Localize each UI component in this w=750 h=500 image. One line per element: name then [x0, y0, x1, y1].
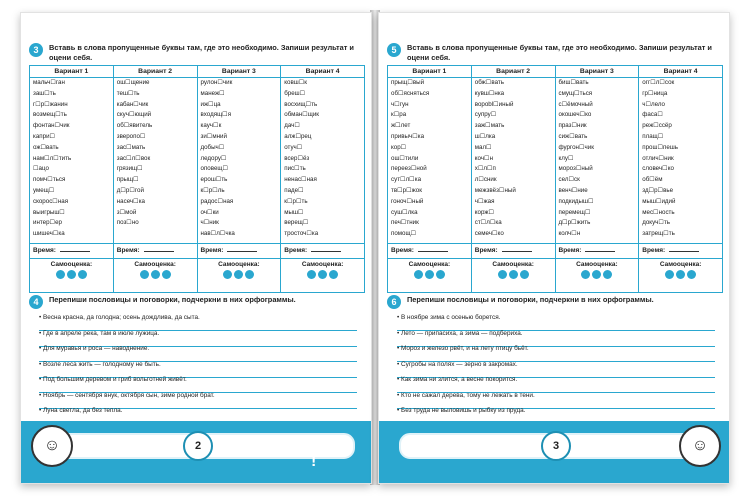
word-item: прыщ☐ [116, 176, 139, 184]
mascot-icon: ☺ [679, 425, 721, 467]
page-number: 2 [183, 431, 213, 461]
exercise-3 [29, 43, 363, 63]
variant-title: Вариант 4 [281, 66, 364, 78]
word-item: ч☐гун [391, 100, 409, 108]
proverb-line: • Лето — припасиха, а зима — подбериха. [397, 329, 715, 339]
time-field[interactable] [30, 243, 113, 258]
exercise-number: 3 [29, 43, 43, 57]
smile-face-icon[interactable] [56, 270, 65, 279]
word-item: гр☐ница [642, 89, 668, 97]
word-item: х☐л☐п [474, 165, 496, 173]
smile-face-icon[interactable] [665, 270, 674, 279]
left-page [20, 12, 372, 484]
self-assessment [639, 258, 722, 289]
exercise-number: 5 [387, 43, 401, 57]
word-item: к☐р☐ль [200, 186, 225, 194]
word-item: зас☐мать [116, 143, 146, 151]
time-label: Время: [116, 247, 140, 254]
word-item: бреш☐ [284, 89, 306, 97]
self-assessment-label: Самооценка: [50, 261, 93, 268]
word-item: помч☐ться [33, 176, 66, 184]
word-item: шишеч☐ка [33, 230, 65, 238]
exercise-number: 4 [29, 295, 43, 309]
word-item: прыщ☐вый [391, 79, 425, 86]
word-item: об☐ясняться [391, 89, 430, 97]
word-item: кабан☐чик [116, 100, 149, 108]
time-field[interactable] [198, 243, 281, 258]
proverb-line: • Сугробы на полях — зерно в закромах. [397, 360, 715, 370]
word-item: добыч☐ [200, 143, 225, 151]
time-blank[interactable] [144, 251, 174, 252]
self-assessment [388, 258, 471, 289]
word-item: возмещ☐ть [33, 111, 67, 119]
word-item: кор☐ [391, 143, 407, 151]
word-item: ож☐вать [33, 143, 59, 151]
word-item: нав☐л☐чка [200, 230, 235, 238]
variants-table [29, 65, 365, 293]
word-item: мес☐ность [642, 208, 675, 216]
word-item: грязищ☐ [116, 165, 143, 173]
word-item: ош☐щение [116, 79, 150, 86]
exercise-5 [387, 43, 721, 63]
word-item: з☐мой [116, 208, 137, 216]
word-item: сиж☐вать [558, 132, 588, 140]
word-item: подкидыш☐ [558, 197, 594, 205]
word-item: д☐р☐гой [116, 186, 144, 194]
exercise-number: 6 [387, 295, 401, 309]
word-item: умещ☐ [33, 186, 55, 194]
time-blank[interactable] [311, 251, 341, 252]
word-item: радос☐ная [200, 197, 234, 205]
word-item: заш☐ть [33, 89, 56, 97]
word-item: ковш☐к [284, 79, 307, 86]
word-item: с☐ёмочный [558, 100, 593, 108]
time-field[interactable] [556, 243, 639, 258]
exercise-4 [29, 295, 363, 305]
variants-table [387, 65, 723, 293]
word-item: выигрыш☐ [33, 208, 65, 216]
word-item: к☐ра [391, 111, 407, 119]
word-item: обман☐щик [284, 111, 320, 119]
time-label: Время: [642, 247, 666, 254]
neutral-face-icon[interactable] [67, 270, 76, 279]
smile-face-icon[interactable] [498, 270, 507, 279]
word-item: скуч☐ющий [116, 111, 152, 119]
word-item: венч☐ние [558, 186, 588, 194]
word-item: зд☐р☐вье [642, 186, 674, 194]
word-item: мыш☐ [284, 208, 304, 216]
word-item: переез☐ной [391, 165, 427, 173]
word-item: фаса☐ [642, 111, 663, 119]
word-item: отлич☐ник [642, 154, 674, 162]
word-item: зверопо☐ [116, 132, 146, 140]
word-item: пис☐ть [284, 165, 306, 173]
word-item: насеч☐ка [116, 197, 145, 205]
proverb-line: • Луна светла, да без тепла. [39, 406, 357, 416]
sad-face-icon[interactable] [78, 270, 87, 279]
word-item: нам☐л☐тить [33, 154, 72, 162]
word-item: ерош☐ть [200, 176, 228, 184]
proverb-line: • Где в апреле река, там в июле лужица. [39, 329, 357, 339]
word-item: плащ☐ [642, 132, 664, 140]
word-item: затрещ☐ть [642, 230, 675, 238]
word-item: фонтан☐чик [33, 122, 70, 130]
word-item: паде☐ [284, 186, 304, 194]
variant-column [198, 66, 282, 292]
word-item: ненас☐ная [284, 176, 317, 184]
sad-face-icon[interactable] [162, 270, 171, 279]
proverb-line: • В ноябре зима с осенью борется. [397, 313, 715, 323]
word-item: д☐р☐жить [558, 219, 591, 227]
word-item: входящ☐я [200, 111, 232, 119]
exclamation-icon: ! [419, 443, 425, 460]
word-item: скорос☐ная [33, 197, 69, 205]
variant-column [388, 66, 472, 292]
page-number: 3 [541, 431, 571, 461]
variant-column [639, 66, 722, 292]
self-assessment [472, 258, 555, 289]
word-item: восхищ☐ть [284, 100, 318, 108]
proverb-line: • Без труда не выловишь и рыбку из пруда. [397, 406, 715, 416]
word-item: ворobl☐иный [474, 100, 514, 108]
self-assessment-label: Самооценка: [576, 261, 618, 268]
smile-face-icon[interactable] [223, 270, 232, 279]
sad-face-icon[interactable] [687, 270, 696, 279]
proverb-line: • Ноябрь — сентября внук, октября сын, зиме родной брат. [39, 391, 357, 401]
variant-column [556, 66, 640, 292]
word-item: докуч☐ть [642, 219, 671, 227]
word-item: ледору☐ [200, 154, 227, 162]
sad-face-icon[interactable] [329, 270, 338, 279]
time-field[interactable] [114, 243, 197, 258]
word-item: г☐р☐жанин [33, 100, 68, 108]
smile-face-icon[interactable] [140, 270, 149, 279]
word-item: огг☐л☐сок [642, 79, 675, 86]
self-assessment [556, 258, 639, 289]
neutral-face-icon[interactable] [676, 270, 685, 279]
variant-title: Вариант 2 [472, 66, 555, 78]
proverb-line: • Весна красна, да голодна; осень дождлива, да сыта. [39, 313, 357, 323]
word-item: фургон☐чик [558, 143, 594, 151]
word-item: ст☐л☐ка [474, 219, 502, 227]
word-item: к☐р☐ть [284, 197, 308, 205]
exercise-instruction: Вставь в слова пропущенные буквы там, где это необходимо. Запиши результат и оцени себя. [407, 43, 712, 62]
word-item: словеч☐ко [642, 165, 674, 173]
word-item: интер☐ер [33, 219, 62, 227]
word-item: тв☐р☐жок [391, 186, 422, 194]
variant-column [472, 66, 556, 292]
word-item: прош☐пешь [642, 143, 678, 151]
time-label: Время: [284, 247, 308, 254]
variant-column [30, 66, 114, 292]
word-item: клу☐ [558, 154, 574, 162]
word-item: ч☐жая [474, 197, 495, 205]
word-item: привыч☐ка [391, 132, 425, 140]
word-item: ш☐лка [474, 132, 496, 140]
smile-face-icon[interactable] [414, 270, 423, 279]
sad-face-icon[interactable] [245, 270, 254, 279]
word-item: печ☐тник [391, 219, 419, 227]
self-assessment [281, 258, 364, 289]
word-item: биш☐вать [558, 79, 589, 86]
time-blank[interactable] [585, 251, 615, 252]
word-item: об☐явитель [116, 122, 153, 130]
exclamation-icon: ! [311, 453, 317, 470]
self-assessment [198, 258, 281, 289]
exercise-instruction: Перепиши пословицы и поговорки, подчеркни в них орфограммы. [407, 295, 654, 304]
proverb-line: • Для муравья и роса — наводнение. [39, 344, 357, 354]
word-item: иж☐ца [200, 100, 221, 108]
word-item: капри☐ [33, 132, 56, 140]
smile-face-icon[interactable] [581, 270, 590, 279]
word-item: мал☐ [474, 143, 492, 151]
self-assessment-label: Самооценка: [218, 261, 260, 268]
word-item: мыш☐идий [642, 197, 676, 205]
time-field[interactable] [281, 243, 364, 258]
word-item: ч☐ник [200, 219, 219, 227]
word-item: коч☐н [474, 154, 494, 162]
word-item: ☐ацо [33, 165, 49, 173]
word-item: семеч☐ко [474, 230, 504, 238]
time-label: Время: [558, 247, 582, 254]
neutral-face-icon[interactable] [318, 270, 327, 279]
word-item: всер☐ёз [284, 154, 310, 162]
word-item: ч☐лело [642, 100, 665, 108]
word-item: обж☐вать [474, 79, 504, 86]
word-item: поз☐но [116, 219, 139, 227]
word-item: гоноч☐ный [391, 197, 424, 205]
variant-column [114, 66, 198, 292]
word-item: оч☐ки [200, 208, 219, 216]
word-item: рулон☐чик [200, 79, 233, 86]
variant-title: Вариант 4 [639, 66, 722, 78]
word-item: об☐ём [642, 176, 663, 184]
variant-title: Вариант 2 [114, 66, 197, 78]
exercise-instruction: Вставь в слова пропущенные буквы там, где это необходимо. Запиши результат и оцени себя. [49, 43, 354, 62]
self-assessment-label: Самооценка: [301, 261, 344, 268]
word-item: л☐сник [474, 176, 497, 184]
time-field[interactable] [388, 243, 471, 258]
time-blank[interactable] [227, 251, 257, 252]
word-item: кауч☐к [200, 122, 222, 130]
word-item: межзвёз☐ный [474, 186, 516, 194]
word-item: кувш☐нка [474, 89, 505, 97]
word-item: теш☐ть [116, 89, 140, 97]
word-item: оповещ☐ [200, 165, 229, 173]
proverb-line: • Кто не сажал дерева, тому не лежать в тени. [397, 391, 715, 401]
variant-title: Вариант 1 [30, 66, 113, 78]
word-item: отуч☐ [284, 143, 303, 151]
time-field[interactable] [472, 243, 555, 258]
word-item: смущ☐ться [558, 89, 593, 97]
mascot-icon: ☺ [31, 425, 73, 467]
self-assessment [114, 258, 197, 289]
time-blank[interactable] [418, 251, 448, 252]
proverb-line: • Мороз и железо рвёт, и на лету птицу бьёт. [397, 344, 715, 354]
word-item: верещ☐ [284, 219, 309, 227]
smile-face-icon[interactable] [307, 270, 316, 279]
sad-face-icon[interactable] [520, 270, 529, 279]
neutral-face-icon[interactable] [509, 270, 518, 279]
time-blank[interactable] [502, 251, 532, 252]
word-item: супру☐ [474, 111, 497, 119]
word-item: зас☐л☐вок [116, 154, 151, 162]
time-blank[interactable] [669, 251, 699, 252]
self-assessment-label: Самооценка: [492, 261, 534, 268]
exercise-6 [387, 295, 721, 305]
variant-title: Вариант 3 [556, 66, 639, 78]
word-item: мороз☐ный [558, 165, 593, 173]
neutral-face-icon[interactable] [234, 270, 243, 279]
variant-title: Вариант 1 [388, 66, 471, 78]
word-item: корж☐ [474, 208, 495, 216]
word-item: реж☐ссёр [642, 122, 672, 130]
right-page [378, 12, 730, 484]
neutral-face-icon[interactable] [425, 270, 434, 279]
word-item: заж☐мать [474, 122, 505, 130]
proverb-line: • Как зима ни злится, а весне покорится. [397, 375, 715, 385]
word-item: тросточ☐ка [284, 230, 319, 238]
word-item: праз☐ник [558, 122, 587, 130]
time-blank[interactable] [60, 251, 90, 252]
sad-face-icon[interactable] [436, 270, 445, 279]
word-item: алж☐рец [284, 132, 312, 140]
word-item: манеж☐ [200, 89, 225, 97]
time-label: Время: [474, 247, 498, 254]
word-item: дач☐ [284, 122, 300, 130]
word-item: сел☐ск [558, 176, 580, 184]
self-assessment-label: Самооценка: [134, 261, 176, 268]
word-item: ош☐тили [391, 154, 419, 162]
neutral-face-icon[interactable] [151, 270, 160, 279]
self-assessment-label: Самооценка: [659, 261, 702, 268]
time-field[interactable] [639, 243, 722, 258]
self-assessment-label: Самооценка: [408, 261, 451, 268]
time-label: Время: [391, 247, 414, 254]
time-label: Время: [200, 247, 224, 254]
word-item: мальч☐ган [33, 79, 65, 86]
proverb-line: • Возле леса жить — голодному не быть. [39, 360, 357, 370]
variant-title: Вариант 3 [198, 66, 281, 78]
word-item: суш☐лка [391, 208, 418, 216]
word-item: сут☐л☐ка [391, 176, 422, 184]
word-item: колч☐н [558, 230, 581, 238]
time-label: Время: [33, 247, 56, 254]
proverb-line: • Под большим деревом и гриб вольготней живёт. [39, 375, 357, 385]
self-assessment [30, 258, 113, 289]
exercise-instruction: Перепиши пословицы и поговорки, подчеркни в них орфограммы. [49, 295, 296, 304]
sad-face-icon[interactable] [603, 270, 612, 279]
word-item: ж☐лет [391, 122, 411, 130]
word-item: перемещ☐ [558, 208, 591, 216]
variant-column [281, 66, 364, 292]
word-item: зи☐мний [200, 132, 227, 140]
word-item: помощ☐ [391, 230, 417, 238]
word-item: окошеч☐ко [558, 111, 592, 119]
neutral-face-icon[interactable] [592, 270, 601, 279]
